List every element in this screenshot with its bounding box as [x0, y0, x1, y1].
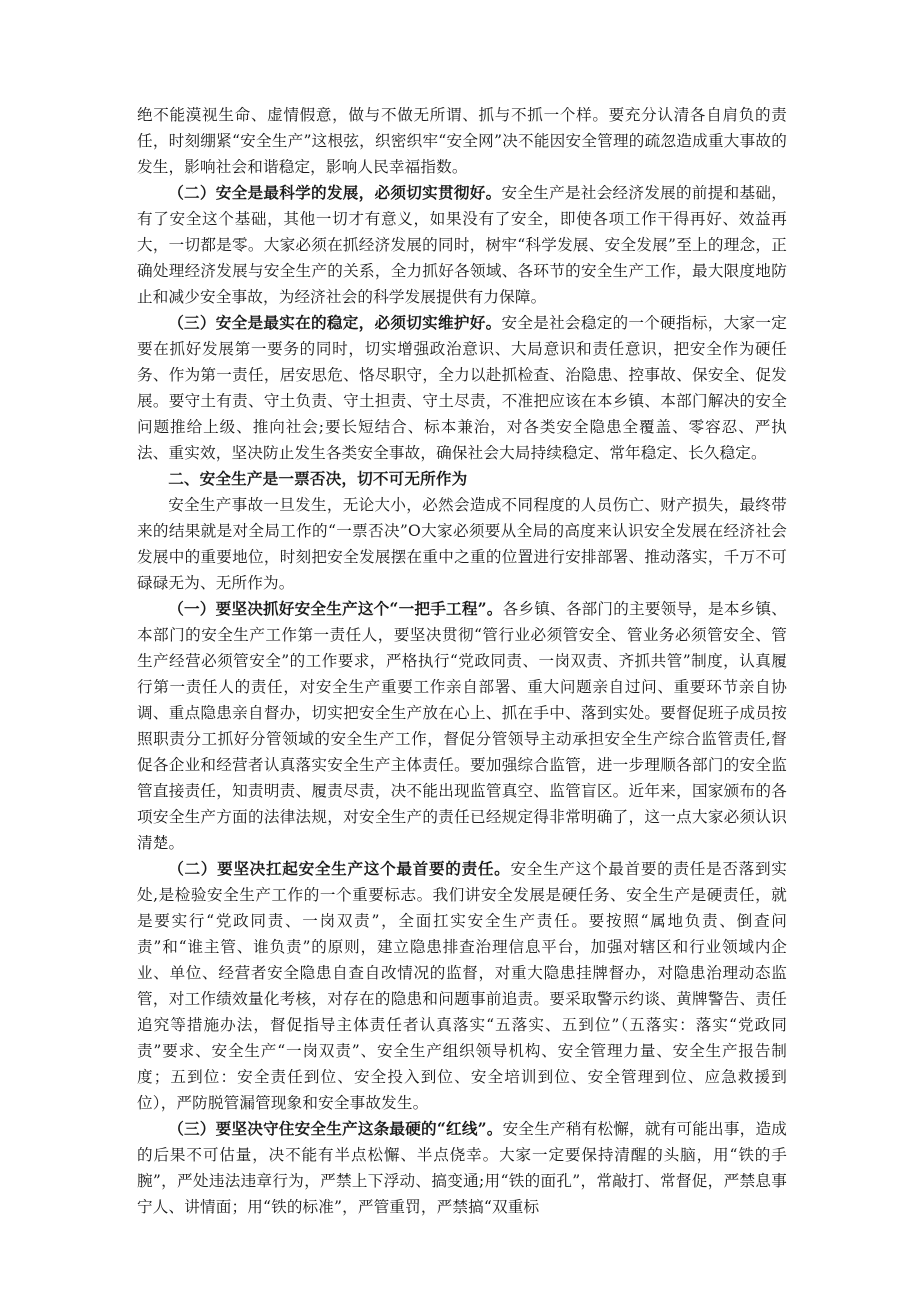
subheading: （三）要坚决守住安全生产这条最硬的“红线”。	[168, 1119, 503, 1138]
paragraph-text: 安全生产稍有松懈，就有可能出事，造成的后果不可估量，决不能有半点松懈、半点侥幸。大家一定要保持清醒的头脑，用“铁的手腕”，严处违法违章行为，严禁上下浮动、搞变通;用“铁的面孔”，常敲打、常督促，严禁息事宁人、讲情面；用“铁的标准”，严管重罚，严禁搞“双重标	[137, 1120, 787, 1216]
paragraph-text: 安全是社会稳定的一个硬指标，大家一定要在抓好发展第一要务的同时，切实增强政治意识、大局意识和责任意识，把安全作为硬任务、作为第一责任，居安思危、恪尽职守，全力以赴抓检查、治隐患、控事故、保安全、促发展。要守土有责、守土负责、守土担责、守土尽责，不准把应该在本乡镇、本部门解决的安全问题推给上级、推向社会;要长短结合、标本兼治，对各类安全隐患全覆盖、零容忍、严执法、重实效，坚决防止发生各类安全事故，确保社会大局持续稳定、常年稳定、长久稳定。	[137, 314, 788, 462]
paragraph-continuation	[137, 102, 787, 180]
paragraph-red-line	[137, 1116, 787, 1220]
paragraph-safety-stability	[137, 310, 787, 466]
paragraph-text: 各乡镇、各部门的主要领导，是本乡镇、本部门的安全生产工作第一责任人，要坚决贯彻“管行业必须管安全、管业务必须管安全、管生产经营必须管安全”的工作要求，严格执行“党政同责、一岗双责、齐抓共管”制度，认真履行第一责任人的责任，对安全生产重要工作亲自部署、重大问题亲自过问、重要环节亲自协调、重点隐患亲自督办，切实把安全生产放在心上、抓在手中、落到实处。要督促班子成员按照职责分工抓好分管领域的安全生产工作，督促分管领导主动承担安全生产综合监管责任,督促各企业和经营者认真落实安全生产主体责任。要加强综合监管，进一步理顺各部门的安全监管直接责任，知责明责、履责尽责，决不能出现监管真空、监管盲区。近年来，国家颁布的各项安全生产方面的法律法规，对安全生产的责任已经规定得非常明确了，这一点大家必须认识清楚。	[137, 600, 787, 852]
paragraph-safety-science	[137, 180, 787, 310]
paragraph-text: 安全生产是社会经济发展的前提和基础，有了安全这个基础，其他一切才有意义，如果没有了安全，即使各项工作干得再好、效益再大，一切都是零。大家必须在抓经济发展的同时，树牢“科学发展、安全发展”至上的理念，正确处理经济发展与安全生产的关系，全力抓好各领域、各环节的安全生产工作，最大限度地防止和减少安全事故，为经济社会的科学发展提供有力保障。	[137, 184, 788, 306]
subheading: （二）安全是最科学的发展，必须切实贯彻好。	[168, 183, 502, 202]
section-heading: 二、安全生产是一票否决，切不可无所作为	[168, 470, 468, 488]
document-page	[137, 102, 787, 1220]
subheading: （二）要坚决扛起安全生产这个最首要的责任。	[168, 859, 511, 878]
paragraph-primary-responsibility	[137, 856, 787, 1116]
paragraph-text: 安全生产这个最首要的责任是否落到实处,是检验安全生产工作的一个重要标志。我们讲安全发展是硬任务、安全生产是硬责任，就是要实行“党政同责、一岗双责”，全面扛实安全生产责任。要按照“属地负责、倒查问责”和“谁主管、谁负责”的原则，建立隐患排查治理信息平台，加强对辖区和行业领域内企业、单位、经营者安全隐患自查自改情况的监督，对重大隐患挂牌督办，对隐患治理动态监管，对工作绩效量化考核，对存在的隐患和问题事前追责。要采取警示约谈、黄牌警告、责任追究等措施办法，督促指导主体责任者认真落实“五落实、五到位”（五落实：落实“党政同责”要求、安全生产“一岗双责”、安全生产组织领导机构、安全管理力量、安全生产报告制度；五到位：安全责任到位、安全投入到位、安全培训到位、安全管理到位、应急救援到位），严防脱管漏管现象和安全事故发生。	[137, 860, 787, 1112]
paragraph-text: 安全生产事故一旦发生，无论大小，必然会造成不同程度的人员伤亡、财产损失，最终带来的结果就是对全局工作的“一票否决”O大家必须要从全局的高度来认识安全发展在经济社会发展中的重要地位，时刻把安全发展摆在重中之重的位置进行安排部署、推动落实，千万不可碌碌无为、无所作为。	[137, 496, 787, 592]
paragraph-text: 绝不能漠视生命、虚情假意，做与不做无所谓、抓与不抓一个样。要充分认清各自肩负的责任，时刻绷紧“安全生产”这根弦，织密织牢“安全网”决不能因安全管理的疏忽造成重大事故的发生，影响社会和谐稳定，影响人民幸福指数。	[137, 106, 787, 176]
subheading: （三）安全是最实在的稳定，必须切实维护好。	[168, 313, 502, 332]
subheading: （一）要坚决抓好安全生产这个“一把手工程”。	[168, 599, 503, 618]
paragraph-leader-project	[137, 596, 787, 856]
paragraph-veto	[137, 492, 787, 596]
